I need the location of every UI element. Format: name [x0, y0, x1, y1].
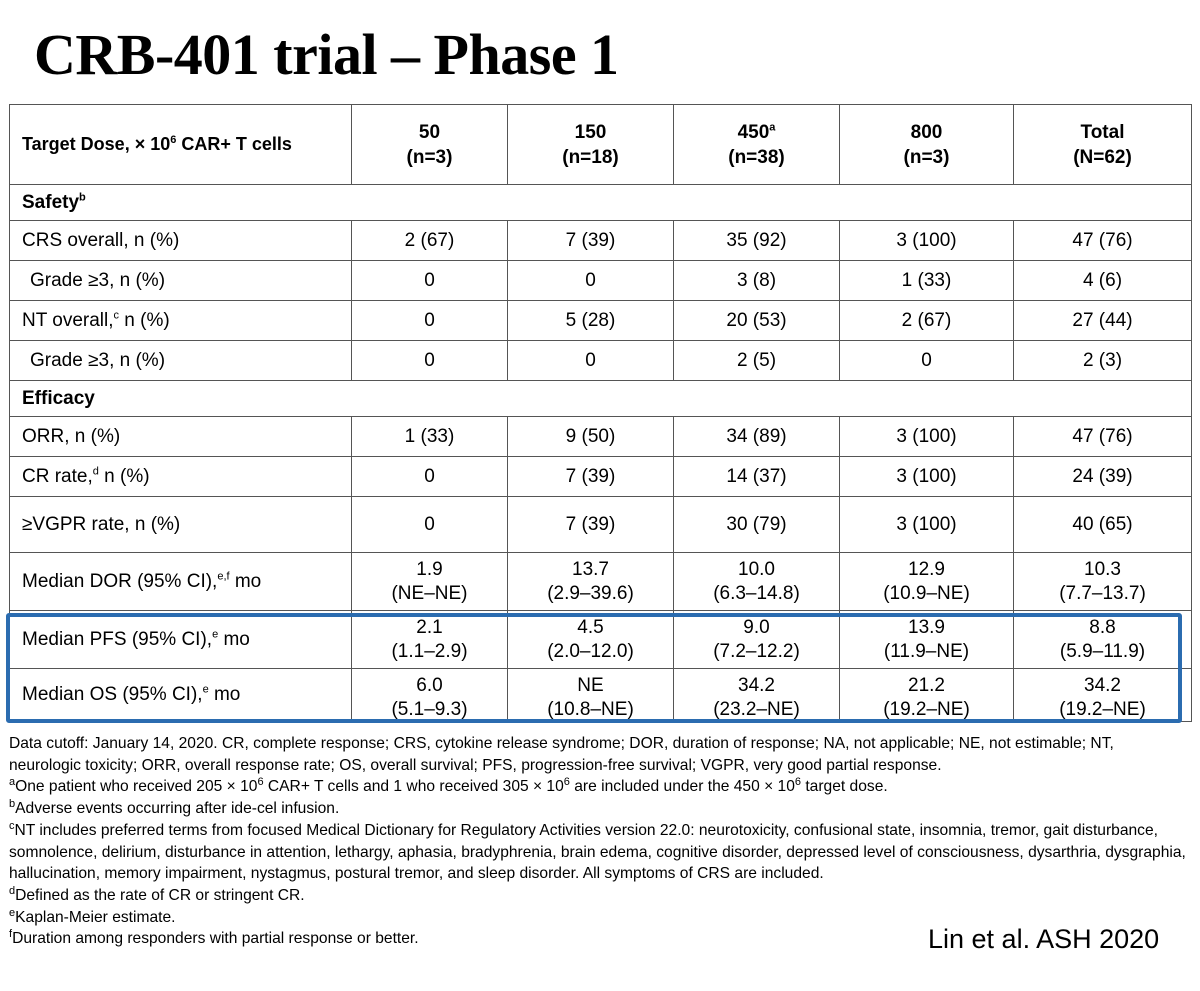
table-cell: 7 (39) [508, 457, 674, 497]
results-table [9, 104, 1192, 722]
row-label: Grade ≥3, n (%) [10, 341, 352, 381]
table-cell: 20 (53) [674, 301, 840, 341]
table-cell: 1 (33) [352, 417, 508, 457]
footnotes [9, 733, 1189, 950]
footnote-c: $^c$NT includes preferred terms from focused Medical Dictionary for Regulatory Activities version 22.0: neurotoxicity, confusional state, insomnia, tremor, gait disturbance, somnolence, delirium, disturbance in attention, lethargy, aphasia, bradyphrenia, brain edema, cognitive disorder, depressed level of consciousness, dysarthria, dysgraphia, hallucination, memory impairment, nystagmus, postural tremor, and sleep disorder. All symptoms of CRS are included. [9, 819, 1186, 883]
table-cell: 10.0 (6.3–14.8) [674, 553, 840, 611]
section-safety-label: Safety$^b$ [10, 185, 1192, 221]
table-row [10, 341, 1192, 381]
table-cell: 34.2 (19.2–NE) [1014, 669, 1192, 722]
table-cell: 3 (100) [840, 457, 1014, 497]
table-cell: 47 (76) [1014, 221, 1192, 261]
row-label: CRS overall, n (%) [10, 221, 352, 261]
table-cell: 0 [352, 457, 508, 497]
table-cell: 7 (39) [508, 497, 674, 553]
table-cell: 47 (76) [1014, 417, 1192, 457]
footnote-d: $^d$Defined as the rate of CR or stringent CR. [9, 884, 305, 904]
row-label: CR rate,$^d$ n (%) [10, 457, 352, 497]
table-cell: 9.0 (7.2–12.2) [674, 611, 840, 669]
row-label: Median DOR (95% CI),$^{e,f}$ mo [10, 553, 352, 611]
table-cell: 30 (79) [674, 497, 840, 553]
table-cell: 34 (89) [674, 417, 840, 457]
footnote-intro: Data cutoff: January 14, 2020. CR, complete response; CRS, cytokine release syndrome; DOR, duration of response; NA, not applicable; NE, not estimable; NT, neurologic toxicity; ORR, overall response rate; OS, overall survival; PFS, progression-free survival; VGPR, very good partial response. [9, 735, 1114, 774]
table-cell: 2.1 (1.1–2.9) [352, 611, 508, 669]
table-cell: 10.3 (7.7–13.7) [1014, 553, 1192, 611]
table-cell: 13.9 (11.9–NE) [840, 611, 1014, 669]
slide-title: CRB-401 trial – Phase 1 [34, 22, 619, 87]
table-cell: 0 [508, 341, 674, 381]
row-label: ORR, n (%) [10, 417, 352, 457]
table-cell: 14 (37) [674, 457, 840, 497]
table-row [10, 457, 1192, 497]
table-row [10, 553, 1192, 611]
table-cell: 3 (100) [840, 417, 1014, 457]
table-cell: 9 (50) [508, 417, 674, 457]
row-label: NT overall,$^c$ n (%) [10, 301, 352, 341]
footnote-a: $^a$One patient who received $205 \times 10^6$ CAR+ T cells and 1 who received $305 \times 10^6$ are included under the $450 \times 10^6$ target dose. [9, 776, 888, 796]
row-label: Median PFS (95% CI),$^e$ mo [10, 611, 352, 669]
footnote-e: $^e$Kaplan-Meier estimate. [9, 906, 176, 926]
table-cell: 13.7 (2.9–39.6) [508, 553, 674, 611]
row-label: Median OS (95% CI),$^e$ mo [10, 669, 352, 722]
table-cell: 8.8 (5.9–11.9) [1014, 611, 1192, 669]
header-col-total: Total (N=62) [1014, 105, 1192, 185]
table-row [10, 417, 1192, 457]
table-cell: 3 (8) [674, 261, 840, 301]
citation: Lin et al. ASH 2020 [928, 924, 1160, 954]
header-col-800: 800 (n=3) [840, 105, 1014, 185]
row-label: ≥VGPR rate, n (%) [10, 497, 352, 553]
footnote-b: $^b$Adverse events occurring after ide-cel infusion. [9, 797, 340, 818]
table-cell: 6.0 (5.1–9.3) [352, 669, 508, 722]
section-safety [10, 185, 1192, 221]
table-cell: 35 (92) [674, 221, 840, 261]
table-cell: 0 [352, 341, 508, 381]
header-row [10, 105, 1192, 185]
table-cell: 0 [840, 341, 1014, 381]
table-cell: 2 (67) [352, 221, 508, 261]
row-label: Grade ≥3, n (%) [10, 261, 352, 301]
header-col-150: 150 (n=18) [508, 105, 674, 185]
table-cell: 0 [508, 261, 674, 301]
footnote-f: $^f$Duration among responders with partial response or better. [9, 928, 419, 948]
section-efficacy-label: Efficacy [10, 381, 1192, 417]
table-cell: 24 (39) [1014, 457, 1192, 497]
header-col-50: 50 (n=3) [352, 105, 508, 185]
table-cell: 21.2 (19.2–NE) [840, 669, 1014, 722]
table-cell: 3 (100) [840, 497, 1014, 553]
table-cell: NE (10.8–NE) [508, 669, 674, 722]
table-row [10, 261, 1192, 301]
table-cell: 40 (65) [1014, 497, 1192, 553]
table-cell: 34.2 (23.2–NE) [674, 669, 840, 722]
table-cell: 0 [352, 301, 508, 341]
table-cell: 1.9 (NE–NE) [352, 553, 508, 611]
header-dose-label: Target Dose, × $10^6$ CAR+ T cells [10, 105, 352, 185]
table-cell: 3 (100) [840, 221, 1014, 261]
section-efficacy [10, 381, 1192, 417]
table-cell: 2 (3) [1014, 341, 1192, 381]
table-cell: 4 (6) [1014, 261, 1192, 301]
table-cell: 2 (5) [674, 341, 840, 381]
table-cell: 0 [352, 261, 508, 301]
table-row [10, 611, 1192, 669]
table-row [10, 301, 1192, 341]
table-cell: 27 (44) [1014, 301, 1192, 341]
table-cell: 1 (33) [840, 261, 1014, 301]
table-cell: 4.5 (2.0–12.0) [508, 611, 674, 669]
table-cell: 2 (67) [840, 301, 1014, 341]
table-cell: 5 (28) [508, 301, 674, 341]
header-col-450: 450$^a$ (n=38) [674, 105, 840, 185]
table-cell: 12.9 (10.9–NE) [840, 553, 1014, 611]
table-row [10, 221, 1192, 261]
table-row [10, 497, 1192, 553]
table-cell: 0 [352, 497, 508, 553]
table-row [10, 669, 1192, 722]
table-cell: 7 (39) [508, 221, 674, 261]
